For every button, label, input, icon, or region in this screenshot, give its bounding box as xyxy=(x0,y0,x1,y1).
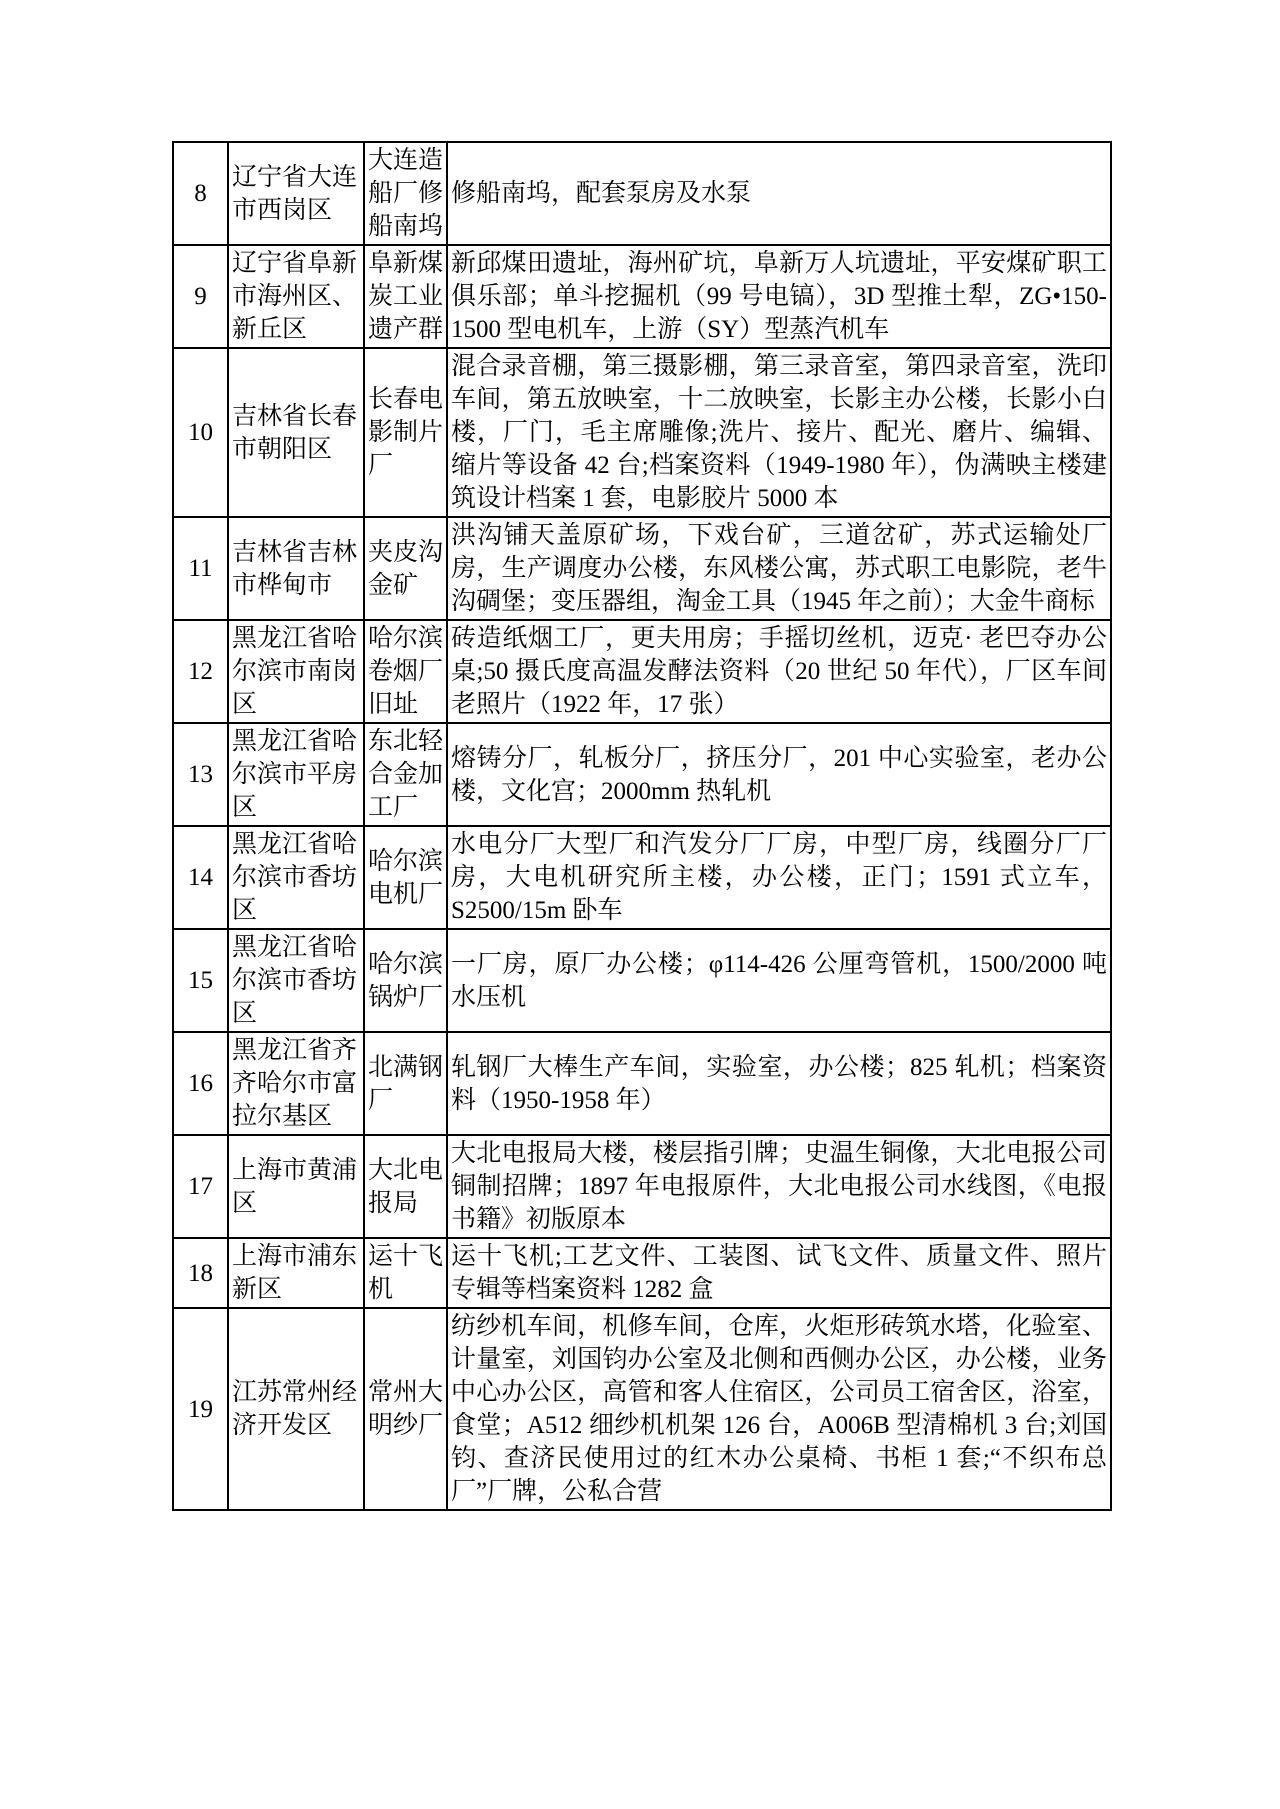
row-site-name: 哈尔滨卷烟厂旧址 xyxy=(364,620,447,723)
row-location: 吉林省长春市朝阳区 xyxy=(228,348,364,517)
table-row xyxy=(173,1238,1111,1308)
row-description: 新邱煤田遗址，海州矿坑，阜新万人坑遗址，平安煤矿职工俱乐部；单斗挖掘机（99 号电镐），3D 型推土犁，ZG•150-1500 型电机车，上游（SY）型蒸汽机车 xyxy=(447,245,1111,348)
row-site-name: 阜新煤炭工业遗产群 xyxy=(364,245,447,348)
row-description: 砖造纸烟工厂，更夫用房；手摇切丝机，迈克· 老巴夺办公桌;50 摄氏度高温发酵法资料（20 世纪 50 年代），厂区车间老照片（1922 年，17 张） xyxy=(447,620,1111,723)
row-number: 17 xyxy=(173,1135,228,1238)
row-site-name: 夹皮沟金矿 xyxy=(364,517,447,620)
row-site-name: 哈尔滨锅炉厂 xyxy=(364,929,447,1032)
row-location: 黑龙江省哈尔滨市香坊区 xyxy=(228,826,364,929)
table-row xyxy=(173,245,1111,348)
row-site-name: 北满钢厂 xyxy=(364,1032,447,1135)
row-number: 13 xyxy=(173,723,228,826)
table-row xyxy=(173,929,1111,1032)
row-description: 熔铸分厂，轧板分厂，挤压分厂，201 中心实验室，老办公楼，文化宫；2000mm 热轧机 xyxy=(447,723,1111,826)
row-description: 轧钢厂大棒生产车间，实验室，办公楼；825 轧机；档案资料（1950-1958 年） xyxy=(447,1032,1111,1135)
row-description: 大北电报局大楼，楼层指引牌；史温生铜像，大北电报公司铜制招牌；1897 年电报原件，大北电报公司水线图，《电报书籍》初版原本 xyxy=(447,1135,1111,1238)
row-site-name: 长春电影制片厂 xyxy=(364,348,447,517)
row-number: 9 xyxy=(173,245,228,348)
row-description: 纺纱机车间，机修车间，仓库，火炬形砖筑水塔，化验室、计量室，刘国钧办公室及北侧和西侧办公区，办公楼，业务中心办公区，高管和客人住宿区，公司员工宿舍区，浴室，食堂；A512 细纱机机架 126 台，A006B 型清棉机 3 台;刘国钧、查济民使用过的红木办公桌椅、书柜 1 套;“不织布总厂”厂牌，公私合营 xyxy=(447,1308,1111,1510)
table-row xyxy=(173,1308,1111,1510)
row-location: 江苏常州经济开发区 xyxy=(228,1308,364,1510)
row-number: 16 xyxy=(173,1032,228,1135)
row-site-name: 东北轻合金加工厂 xyxy=(364,723,447,826)
row-number: 10 xyxy=(173,348,228,517)
row-location: 黑龙江省哈尔滨市香坊区 xyxy=(228,929,364,1032)
row-location: 上海市黄浦区 xyxy=(228,1135,364,1238)
row-location: 上海市浦东新区 xyxy=(228,1238,364,1308)
row-number: 14 xyxy=(173,826,228,929)
row-number: 8 xyxy=(173,142,228,245)
row-number: 12 xyxy=(173,620,228,723)
row-location: 黑龙江省哈尔滨市平房区 xyxy=(228,723,364,826)
row-number: 19 xyxy=(173,1308,228,1510)
row-site-name: 运十飞机 xyxy=(364,1238,447,1308)
row-description: 水电分厂大型厂和汽发分厂厂房，中型厂房，线圈分厂厂房，大电机研究所主楼，办公楼，正门；1591 式立车，S2500/15m 卧车 xyxy=(447,826,1111,929)
table-row xyxy=(173,1135,1111,1238)
table-row xyxy=(173,348,1111,517)
table-row xyxy=(173,723,1111,826)
row-location: 黑龙江省哈尔滨市南岗区 xyxy=(228,620,364,723)
row-site-name: 常州大明纱厂 xyxy=(364,1308,447,1510)
table-row xyxy=(173,620,1111,723)
row-site-name: 哈尔滨电机厂 xyxy=(364,826,447,929)
row-description: 修船南坞，配套泵房及水泵 xyxy=(447,142,1111,245)
row-description: 洪沟铺天盖原矿场，下戏台矿，三道岔矿，苏式运输处厂房，生产调度办公楼，东风楼公寓，苏式职工电影院，老牛沟碉堡；变压器组，淘金工具（1945 年之前）；大金牛商标 xyxy=(447,517,1111,620)
table-row xyxy=(173,142,1111,245)
heritage-table xyxy=(172,141,1112,1511)
row-description: 运十飞机;工艺文件、工装图、试飞文件、质量文件、照片专辑等档案资料 1282 盒 xyxy=(447,1238,1111,1308)
table-row xyxy=(173,826,1111,929)
row-number: 11 xyxy=(173,517,228,620)
row-location: 黑龙江省齐齐哈尔市富拉尔基区 xyxy=(228,1032,364,1135)
row-site-name: 大北电报局 xyxy=(364,1135,447,1238)
row-description: 一厂房，原厂办公楼；φ114-426 公厘弯管机，1500/2000 吨水压机 xyxy=(447,929,1111,1032)
row-location: 辽宁省阜新市海州区、新丘区 xyxy=(228,245,364,348)
table-row xyxy=(173,1032,1111,1135)
row-location: 辽宁省大连市西岗区 xyxy=(228,142,364,245)
table-row xyxy=(173,517,1111,620)
row-location: 吉林省吉林市桦甸市 xyxy=(228,517,364,620)
row-description: 混合录音棚，第三摄影棚，第三录音室，第四录音室，洗印车间，第五放映室，十二放映室，长影主办公楼，长影小白楼，厂门，毛主席雕像;洗片、接片、配光、磨片、编辑、缩片等设备 42 台;档案资料（1949-1980 年），伪满映主楼建筑设计档案 1 套，电影胶片 5000 本 xyxy=(447,348,1111,517)
row-number: 18 xyxy=(173,1238,228,1308)
row-site-name: 大连造船厂修船南坞 xyxy=(364,142,447,245)
row-number: 15 xyxy=(173,929,228,1032)
